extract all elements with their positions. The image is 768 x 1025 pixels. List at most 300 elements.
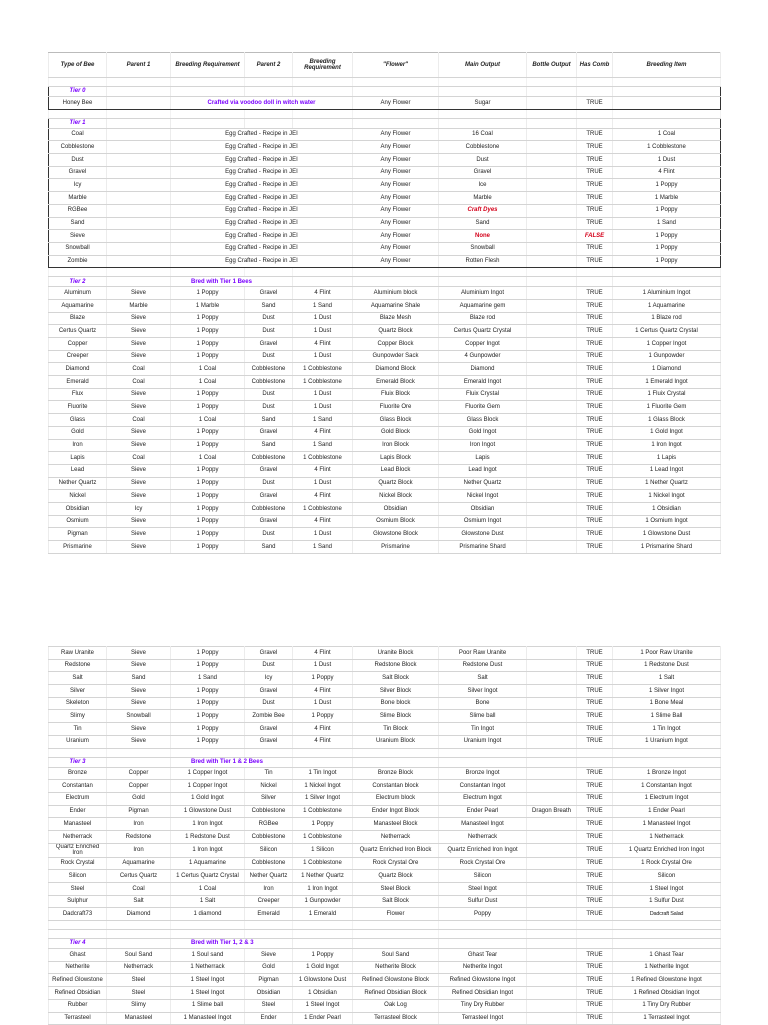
parent1-cell[interactable]: Aquamarine [107, 857, 171, 870]
empty-cell[interactable] [577, 87, 613, 97]
main-output-cell[interactable]: Uranium Ingot [439, 735, 527, 748]
requirement1-cell[interactable]: Egg Crafted - Recipe in JEI [171, 242, 353, 255]
parent1-cell[interactable]: Sieve [107, 477, 171, 490]
parent2-cell[interactable]: Gold [245, 961, 293, 974]
flower-cell[interactable]: Manasteel Block [353, 818, 439, 831]
empty-cell[interactable] [439, 930, 527, 939]
has-comb-cell[interactable]: TRUE [577, 883, 613, 896]
has-comb-cell[interactable]: TRUE [577, 166, 613, 179]
empty-cell[interactable] [527, 277, 577, 287]
has-comb-cell[interactable]: TRUE [577, 697, 613, 710]
bottle-output-cell[interactable] [527, 376, 577, 389]
bottle-output-cell[interactable] [527, 502, 577, 515]
empty-cell[interactable] [245, 109, 293, 118]
requirement2-cell[interactable]: 1 Sand [293, 439, 353, 452]
requirement1-cell[interactable]: Egg Crafted - Recipe in JEI [171, 141, 353, 154]
breeding-item-cell[interactable]: 4 Flint [613, 166, 721, 179]
empty-cell[interactable] [577, 277, 613, 287]
empty-cell[interactable] [293, 748, 353, 757]
flower-cell[interactable]: Quartz Block [353, 870, 439, 883]
parent2-cell[interactable]: Dust [245, 312, 293, 325]
flower-cell[interactable]: Any Flower [353, 255, 439, 268]
breeding-item-cell[interactable]: 1 Poppy [613, 204, 721, 217]
requirement1-cell[interactable]: 1 Poppy [171, 350, 245, 363]
main-output-cell[interactable]: Sulfur Dust [439, 895, 527, 908]
bottle-output-cell[interactable] [527, 647, 577, 660]
empty-cell[interactable] [439, 939, 527, 949]
main-output-cell[interactable]: Gold Ingot [439, 426, 527, 439]
has-comb-cell[interactable]: TRUE [577, 141, 613, 154]
bee-type-cell[interactable]: Ender [49, 805, 107, 818]
requirement1-cell[interactable]: 1 Poppy [171, 439, 245, 452]
has-comb-cell[interactable]: TRUE [577, 895, 613, 908]
empty-cell[interactable] [577, 757, 613, 767]
breeding-item-cell[interactable]: 1 Fluix Crystal [613, 388, 721, 401]
bee-type-cell[interactable]: Gravel [49, 166, 107, 179]
requirement1-cell[interactable]: 1 Poppy [171, 338, 245, 351]
parent2-cell[interactable]: Dust [245, 325, 293, 338]
main-output-cell[interactable]: Constantan Ingot [439, 780, 527, 793]
parent2-cell[interactable]: Cobblestone [245, 363, 293, 376]
has-comb-cell[interactable]: TRUE [577, 723, 613, 736]
bee-type-cell[interactable]: Sulphur [49, 895, 107, 908]
parent1-cell[interactable]: Sieve [107, 401, 171, 414]
empty-cell[interactable] [613, 930, 721, 939]
parent2-cell[interactable]: Silver [245, 792, 293, 805]
parent1-cell[interactable]: Steel [107, 987, 171, 1000]
requirement1-cell[interactable]: 1 Poppy [171, 477, 245, 490]
bee-type-cell[interactable]: Constantan [49, 780, 107, 793]
breeding-item-cell[interactable]: 1 Iron Ingot [613, 439, 721, 452]
requirement1-cell[interactable]: 1 Poppy [171, 312, 245, 325]
parent1-cell[interactable]: Sieve [107, 685, 171, 698]
requirement2-cell[interactable]: 1 Obsidian [293, 987, 353, 1000]
requirement1-cell[interactable]: 1 Soul sand [171, 949, 245, 962]
flower-cell[interactable]: Any Flower [353, 192, 439, 205]
bee-type-cell[interactable]: Zombie [49, 255, 107, 268]
empty-cell[interactable] [613, 921, 721, 930]
empty-cell[interactable] [527, 87, 577, 97]
bottle-output-cell[interactable] [527, 697, 577, 710]
requirement2-cell[interactable]: 1 Cobblestone [293, 857, 353, 870]
col-header[interactable]: Main Output [439, 53, 527, 78]
requirement2-cell[interactable]: 1 Cobblestone [293, 805, 353, 818]
empty-cell[interactable] [107, 748, 171, 757]
empty-cell[interactable] [527, 757, 577, 767]
empty-cell[interactable] [107, 268, 171, 277]
requirement1-cell[interactable]: 1 Poppy [171, 697, 245, 710]
requirement2-cell[interactable]: 1 Cobblestone [293, 376, 353, 389]
requirement1-cell[interactable]: 1 Poppy [171, 502, 245, 515]
parent2-cell[interactable]: Icy [245, 672, 293, 685]
requirement2-cell[interactable]: 1 Cobblestone [293, 830, 353, 843]
bee-type-cell[interactable]: Blaze [49, 312, 107, 325]
breeding-item-cell[interactable]: 1 Aquamarine [613, 299, 721, 312]
parent2-cell[interactable]: Tin [245, 767, 293, 780]
bee-type-cell[interactable]: Sand [49, 217, 107, 230]
empty-cell[interactable] [353, 757, 439, 767]
requirement2-cell[interactable]: 1 Nether Quartz [293, 870, 353, 883]
main-output-cell[interactable]: Poor Raw Uranite [439, 647, 527, 660]
bee-type-cell[interactable]: Nickel [49, 490, 107, 503]
flower-cell[interactable]: Netherrack [353, 830, 439, 843]
requirement1-cell[interactable]: 1 Slime ball [171, 999, 245, 1012]
bee-type-cell[interactable]: Steel [49, 883, 107, 896]
flower-cell[interactable]: Lapis Block [353, 452, 439, 465]
has-comb-cell[interactable]: TRUE [577, 528, 613, 541]
has-comb-cell[interactable]: TRUE [577, 818, 613, 831]
bee-type-cell[interactable]: Netherrack [49, 830, 107, 843]
bee-type-cell[interactable]: Sieve [49, 230, 107, 243]
parent2-cell[interactable]: Gravel [245, 426, 293, 439]
has-comb-cell[interactable]: TRUE [577, 179, 613, 192]
bottle-output-cell[interactable] [527, 217, 577, 230]
empty-cell[interactable] [293, 930, 353, 939]
flower-cell[interactable]: Lead Block [353, 464, 439, 477]
breeding-item-cell[interactable]: 1 Steel Ingot [613, 883, 721, 896]
bee-type-cell[interactable]: Tin [49, 723, 107, 736]
main-output-cell[interactable]: Poppy [439, 908, 527, 921]
empty-cell[interactable] [613, 78, 721, 87]
parent1-cell[interactable]: Sieve [107, 312, 171, 325]
main-output-cell[interactable]: Nickel Ingot [439, 490, 527, 503]
has-comb-cell[interactable]: TRUE [577, 401, 613, 414]
empty-cell[interactable] [49, 78, 107, 87]
parent1-cell[interactable]: Diamond [107, 908, 171, 921]
parent1-cell[interactable]: Sieve [107, 735, 171, 748]
parent1-cell[interactable]: Gold [107, 792, 171, 805]
main-output-cell[interactable]: Netherrack [439, 830, 527, 843]
parent1-cell[interactable]: Certus Quartz [107, 870, 171, 883]
breeding-item-cell[interactable]: 1 Refined Glowstone Ingot [613, 974, 721, 987]
empty-cell[interactable] [353, 268, 439, 277]
bee-type-cell[interactable]: Flux [49, 388, 107, 401]
requirement1-cell[interactable]: 1 Poppy [171, 685, 245, 698]
parent2-cell[interactable]: Cobblestone [245, 857, 293, 870]
requirement1-cell[interactable]: 1 Poppy [171, 464, 245, 477]
col-header[interactable]: Has Comb [577, 53, 613, 78]
col-header[interactable]: Breeding Requirement [171, 53, 245, 78]
flower-cell[interactable]: Quartz Enriched Iron Block [353, 843, 439, 857]
requirement1-cell[interactable]: 1 Poppy [171, 388, 245, 401]
bee-type-cell[interactable]: Silicon [49, 870, 107, 883]
breeding-item-cell[interactable]: 1 Bronze Ingot [613, 767, 721, 780]
empty-cell[interactable] [439, 748, 527, 757]
requirement2-cell[interactable]: 1 Silver Ingot [293, 792, 353, 805]
main-output-cell[interactable]: None [439, 230, 527, 243]
bottle-output-cell[interactable] [527, 312, 577, 325]
flower-cell[interactable]: Slime Block [353, 710, 439, 723]
parent2-cell[interactable]: Silicon [245, 843, 293, 857]
main-output-cell[interactable]: 4 Gunpowder [439, 350, 527, 363]
requirement2-cell[interactable]: 4 Flint [293, 338, 353, 351]
bottle-output-cell[interactable] [527, 242, 577, 255]
empty-cell[interactable] [245, 268, 293, 277]
empty-cell[interactable] [353, 109, 439, 118]
has-comb-cell[interactable]: TRUE [577, 204, 613, 217]
parent1-cell[interactable]: Soul Sand [107, 949, 171, 962]
bee-type-cell[interactable]: Skeleton [49, 697, 107, 710]
parent2-cell[interactable]: RGBee [245, 818, 293, 831]
requirement1-cell[interactable]: 1 Poppy [171, 735, 245, 748]
bee-type-cell[interactable]: Lead [49, 464, 107, 477]
empty-cell[interactable] [293, 118, 353, 128]
requirement1-cell[interactable]: 1 Aquamarine [171, 857, 245, 870]
bottle-output-cell[interactable] [527, 895, 577, 908]
has-comb-cell[interactable]: TRUE [577, 242, 613, 255]
bottle-output-cell[interactable] [527, 830, 577, 843]
main-output-cell[interactable]: Steel Ingot [439, 883, 527, 896]
empty-cell[interactable] [293, 757, 353, 767]
empty-cell[interactable] [613, 757, 721, 767]
main-output-cell[interactable]: Fluix Crystal [439, 388, 527, 401]
bottle-output-cell[interactable] [527, 818, 577, 831]
bottle-output-cell[interactable] [527, 350, 577, 363]
parent1-cell[interactable]: Sieve [107, 338, 171, 351]
has-comb-cell[interactable]: TRUE [577, 974, 613, 987]
requirement1-cell[interactable]: 1 Copper Ingot [171, 767, 245, 780]
empty-cell[interactable] [293, 268, 353, 277]
parent1-cell[interactable] [107, 255, 171, 268]
main-output-cell[interactable]: Refined Obsidian Ingot [439, 987, 527, 1000]
requirement1-cell[interactable]: Egg Crafted - Recipe in JEI [171, 154, 353, 167]
main-output-cell[interactable]: Diamond [439, 363, 527, 376]
requirement1-cell[interactable]: 1 Poppy [171, 528, 245, 541]
bee-type-cell[interactable]: Netherite [49, 961, 107, 974]
breeding-item-cell[interactable]: 1 Tiny Dry Rubber [613, 999, 721, 1012]
has-comb-cell[interactable]: TRUE [577, 452, 613, 465]
breeding-item-cell[interactable]: 1 Rock Crystal Ore [613, 857, 721, 870]
breeding-item-cell[interactable]: 1 Quartz Enriched Iron Ingot [613, 843, 721, 857]
requirement1-cell[interactable]: 1 Coal [171, 376, 245, 389]
parent2-cell[interactable]: Cobblestone [245, 805, 293, 818]
empty-cell[interactable] [577, 939, 613, 949]
empty-cell[interactable] [577, 109, 613, 118]
empty-cell[interactable] [107, 930, 171, 939]
bottle-output-cell[interactable] [527, 710, 577, 723]
flower-cell[interactable]: Refined Obsidian Block [353, 987, 439, 1000]
parent2-cell[interactable]: Dust [245, 350, 293, 363]
parent1-cell[interactable]: Marble [107, 299, 171, 312]
bee-type-cell[interactable]: Nether Quartz [49, 477, 107, 490]
empty-cell[interactable] [171, 930, 245, 939]
breeding-item-cell[interactable]: 1 Sulfur Dust [613, 895, 721, 908]
tier-label[interactable]: Tier 2 [49, 277, 107, 287]
requirement2-cell[interactable]: 1 Dust [293, 697, 353, 710]
bee-type-cell[interactable]: Refined Obsidian [49, 987, 107, 1000]
has-comb-cell[interactable]: TRUE [577, 192, 613, 205]
requirement1-cell[interactable]: Egg Crafted - Recipe in JEI [171, 204, 353, 217]
parent1-cell[interactable]: Redstone [107, 830, 171, 843]
empty-cell[interactable] [107, 757, 171, 767]
has-comb-cell[interactable]: TRUE [577, 312, 613, 325]
has-comb-cell[interactable]: TRUE [577, 685, 613, 698]
bee-type-cell[interactable]: Aquamarine [49, 299, 107, 312]
bottle-output-cell[interactable] [527, 857, 577, 870]
requirement1-cell[interactable]: 1 diamond [171, 908, 245, 921]
parent1-cell[interactable]: Sieve [107, 388, 171, 401]
bee-type-cell[interactable]: Dadcraft73 [49, 908, 107, 921]
bee-type-cell[interactable]: Dust [49, 154, 107, 167]
empty-cell[interactable] [577, 930, 613, 939]
requirement2-cell[interactable]: 1 Steel Ingot [293, 999, 353, 1012]
requirement1-cell[interactable]: 1 Poppy [171, 659, 245, 672]
parent2-cell[interactable]: Iron [245, 883, 293, 896]
main-output-cell[interactable]: Sand [439, 217, 527, 230]
requirement2-cell[interactable]: 1 Cobblestone [293, 363, 353, 376]
empty-cell[interactable] [107, 109, 171, 118]
flower-cell[interactable]: Bronze Block [353, 767, 439, 780]
empty-cell[interactable] [613, 118, 721, 128]
main-output-cell[interactable]: Marble [439, 192, 527, 205]
parent2-cell[interactable]: Dust [245, 697, 293, 710]
has-comb-cell[interactable]: TRUE [577, 949, 613, 962]
has-comb-cell[interactable]: TRUE [577, 987, 613, 1000]
requirement1-cell[interactable]: 1 Poppy [171, 490, 245, 503]
main-output-cell[interactable]: Slime ball [439, 710, 527, 723]
flower-cell[interactable]: Tin Block [353, 723, 439, 736]
empty-cell[interactable] [527, 78, 577, 87]
bee-type-cell[interactable]: Osmium [49, 515, 107, 528]
empty-cell[interactable] [613, 748, 721, 757]
breeding-item-cell[interactable]: 1 Dust [613, 154, 721, 167]
breeding-item-cell[interactable]: 1 Netherrack [613, 830, 721, 843]
requirement2-cell[interactable]: 1 Dust [293, 477, 353, 490]
flower-cell[interactable]: Uranite Block [353, 647, 439, 660]
empty-cell[interactable] [245, 748, 293, 757]
empty-cell[interactable] [171, 748, 245, 757]
flower-cell[interactable]: Salt Block [353, 895, 439, 908]
parent2-cell[interactable]: Obsidian [245, 987, 293, 1000]
requirement2-cell[interactable]: 4 Flint [293, 735, 353, 748]
empty-cell[interactable] [107, 939, 171, 949]
bee-type-cell[interactable]: Ghast [49, 949, 107, 962]
empty-cell[interactable] [577, 78, 613, 87]
bee-type-cell[interactable]: Diamond [49, 363, 107, 376]
requirement1-cell[interactable]: 1 Manasteel Ingot [171, 1012, 245, 1025]
empty-cell[interactable] [171, 78, 245, 87]
flower-cell[interactable]: Electrum block [353, 792, 439, 805]
breeding-item-cell[interactable]: 1 Redstone Dust [613, 659, 721, 672]
flower-cell[interactable]: Any Flower [353, 154, 439, 167]
flower-cell[interactable]: Any Flower [353, 230, 439, 243]
main-output-cell[interactable]: Craft Dyes [439, 204, 527, 217]
empty-cell[interactable] [353, 939, 439, 949]
empty-cell[interactable] [245, 78, 293, 87]
has-comb-cell[interactable]: TRUE [577, 287, 613, 300]
bottle-output-cell[interactable] [527, 401, 577, 414]
main-output-cell[interactable]: Blaze rod [439, 312, 527, 325]
breeding-item-cell[interactable]: 1 Copper Ingot [613, 338, 721, 351]
empty-cell[interactable] [527, 748, 577, 757]
requirement2-cell[interactable]: 4 Flint [293, 515, 353, 528]
bee-type-cell[interactable]: Coal [49, 128, 107, 141]
flower-cell[interactable]: Copper Block [353, 338, 439, 351]
main-output-cell[interactable]: Refined Glowstone Ingot [439, 974, 527, 987]
flower-cell[interactable]: Salt Block [353, 672, 439, 685]
requirement1-cell[interactable]: Egg Crafted - Recipe in JEI [171, 166, 353, 179]
requirement1-cell[interactable]: Egg Crafted - Recipe in JEI [171, 128, 353, 141]
col-header[interactable]: Breeding Item [613, 53, 721, 78]
has-comb-cell[interactable]: TRUE [577, 439, 613, 452]
bee-type-cell[interactable]: Marble [49, 192, 107, 205]
bee-type-cell[interactable]: Cobblestone [49, 141, 107, 154]
tier-label[interactable]: Tier 4 [49, 939, 107, 949]
empty-cell[interactable] [293, 939, 353, 949]
bottle-output-cell[interactable] [527, 792, 577, 805]
breeding-item-cell[interactable]: 1 Constantan Ingot [613, 780, 721, 793]
tier-label[interactable]: Tier 3 [49, 757, 107, 767]
bottle-output-cell[interactable] [527, 299, 577, 312]
has-comb-cell[interactable]: TRUE [577, 672, 613, 685]
flower-cell[interactable]: Flower [353, 908, 439, 921]
has-comb-cell[interactable]: TRUE [577, 870, 613, 883]
parent1-cell[interactable] [107, 204, 171, 217]
main-output-cell[interactable]: Rock Crystal Ore [439, 857, 527, 870]
has-comb-cell[interactable]: TRUE [577, 541, 613, 554]
has-comb-cell[interactable]: TRUE [577, 426, 613, 439]
main-output-cell[interactable]: Dust [439, 154, 527, 167]
has-comb-cell[interactable]: TRUE [577, 414, 613, 427]
bottle-output-cell[interactable] [527, 490, 577, 503]
bee-type-cell[interactable]: Glass [49, 414, 107, 427]
bee-type-cell[interactable]: Honey Bee [49, 97, 107, 110]
parent1-cell[interactable]: Icy [107, 502, 171, 515]
bottle-output-cell[interactable] [527, 659, 577, 672]
flower-cell[interactable]: Soul Sand [353, 949, 439, 962]
bottle-output-cell[interactable] [527, 541, 577, 554]
empty-cell[interactable] [527, 268, 577, 277]
has-comb-cell[interactable]: TRUE [577, 490, 613, 503]
empty-cell[interactable] [577, 118, 613, 128]
requirement1-cell[interactable]: 1 Iron Ingot [171, 818, 245, 831]
has-comb-cell[interactable]: TRUE [577, 477, 613, 490]
breeding-item-cell[interactable]: 1 Poor Raw Uranite [613, 647, 721, 660]
empty-cell[interactable] [439, 757, 527, 767]
main-output-cell[interactable]: Lapis [439, 452, 527, 465]
parent1-cell[interactable] [107, 230, 171, 243]
has-comb-cell[interactable]: TRUE [577, 908, 613, 921]
main-output-cell[interactable]: Emerald Ingot [439, 376, 527, 389]
breeding-item-cell[interactable]: 1 Cobblestone [613, 141, 721, 154]
bee-type-cell[interactable]: Icy [49, 179, 107, 192]
flower-cell[interactable]: Quartz Block [353, 477, 439, 490]
flower-cell[interactable]: Any Flower [353, 166, 439, 179]
bee-type-cell[interactable]: Pigman [49, 528, 107, 541]
requirement2-cell[interactable]: 1 Poppy [293, 818, 353, 831]
empty-cell[interactable] [439, 277, 527, 287]
breeding-item-cell[interactable]: 1 Gunpowder [613, 350, 721, 363]
bee-type-cell[interactable]: Slimy [49, 710, 107, 723]
bottle-output-cell[interactable] [527, 949, 577, 962]
has-comb-cell[interactable]: TRUE [577, 961, 613, 974]
parent1-cell[interactable]: Copper [107, 780, 171, 793]
bee-type-cell[interactable]: Lapis [49, 452, 107, 465]
bottle-output-cell[interactable] [527, 166, 577, 179]
parent2-cell[interactable]: Pigman [245, 974, 293, 987]
parent1-cell[interactable] [107, 154, 171, 167]
tier-label[interactable]: Tier 1 [49, 118, 107, 128]
has-comb-cell[interactable]: TRUE [577, 767, 613, 780]
parent1-cell[interactable]: Iron [107, 818, 171, 831]
empty-cell[interactable] [527, 921, 577, 930]
tier-description[interactable]: Bred with Tier 1 & 2 Bees [171, 757, 293, 767]
breeding-item-cell[interactable]: 1 Salt [613, 672, 721, 685]
bottle-output-cell[interactable] [527, 735, 577, 748]
bee-type-cell[interactable]: Bronze [49, 767, 107, 780]
main-output-cell[interactable]: Lead Ingot [439, 464, 527, 477]
bottle-output-cell[interactable] [527, 870, 577, 883]
